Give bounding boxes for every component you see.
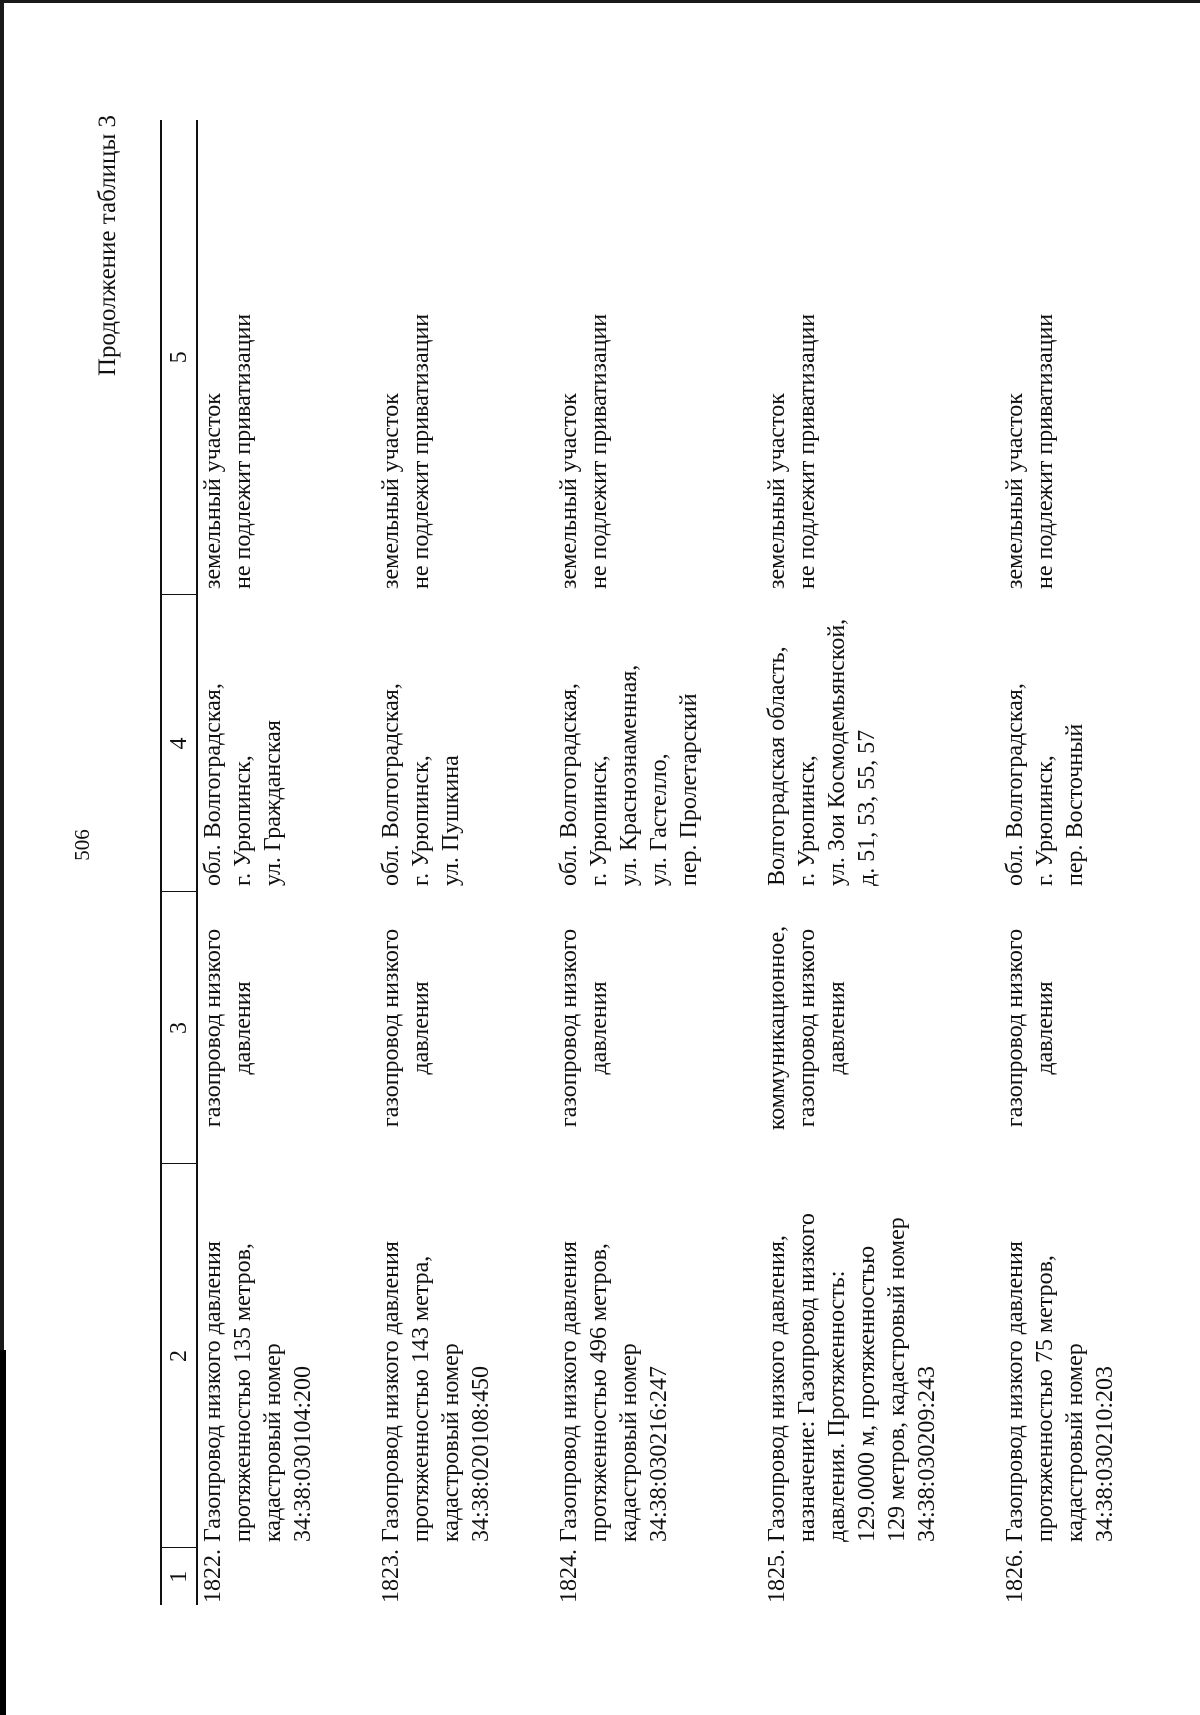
- object-description-line: кадастровый номер: [438, 1343, 464, 1542]
- object-address-line: г. Урюпинск,: [230, 755, 256, 886]
- row-number-cell: 1826.: [1002, 1549, 1028, 1603]
- object-address-line: ул. Зои Космодемьянской,: [824, 618, 850, 886]
- object-type-cell: [1000, 892, 1120, 1164]
- object-type-cell: [197, 892, 318, 1164]
- object-description-line: 34:38:030216:247: [646, 1365, 672, 1542]
- object-type-line: газопровод низкого: [378, 928, 404, 1128]
- table-continuation-label: Продолжение таблицы 3: [94, 115, 121, 377]
- object-type-line: газопровод низкого: [556, 928, 582, 1128]
- object-type-line: газопровод низкого: [200, 928, 226, 1128]
- land-note-cell: [762, 120, 942, 595]
- object-description-cell: [762, 1164, 942, 1548]
- object-description-line: 34:38:020108:450: [468, 1365, 494, 1542]
- land-note-line: земельный участок: [1002, 393, 1028, 589]
- property-table: [160, 120, 1120, 1605]
- row-number-cell: 1822.: [200, 1549, 226, 1603]
- object-type-line: давления: [1032, 981, 1058, 1075]
- table-row: [376, 120, 496, 1605]
- object-description-line: Газопровод низкого давления: [1002, 1241, 1028, 1542]
- object-address-line: обл. Волгоградская,: [200, 683, 226, 886]
- object-description-cell: [1000, 1164, 1120, 1548]
- object-address-line: г. Урюпинск,: [1032, 755, 1058, 886]
- spacer-cell: [704, 120, 762, 1605]
- object-address-cell: [554, 595, 704, 892]
- column-header: 2: [161, 1164, 197, 1548]
- object-description-line: 129.0000 м, протяженностью: [854, 1245, 880, 1542]
- object-description-line: 34:38:030210:203: [1092, 1365, 1118, 1542]
- object-type-line: давления: [824, 981, 850, 1075]
- object-address-line: пер. Восточный: [1062, 723, 1088, 886]
- object-address-cell: [1000, 595, 1120, 892]
- object-description-line: Газопровод низкого давления: [556, 1241, 582, 1542]
- object-address-line: г. Урюпинск,: [794, 755, 820, 886]
- object-address-line: обл. Волгоградская,: [556, 683, 582, 886]
- object-description-line: кадастровый номер: [260, 1343, 286, 1542]
- row-number-cell: 1825.: [764, 1549, 790, 1603]
- land-note-line: не подлежит приватизации: [794, 313, 820, 589]
- object-address-cell: [376, 595, 496, 892]
- object-address-line: ул. Краснознаменная,: [616, 664, 642, 886]
- object-description-line: 34:38:030104:200: [290, 1365, 316, 1542]
- object-description-line: 34:38:030209:243: [914, 1365, 940, 1542]
- table-row: [762, 120, 942, 1605]
- object-address-line: обл. Волгоградская,: [1002, 683, 1028, 886]
- object-description-line: кадастровый номер: [616, 1343, 642, 1542]
- spacer-cell: [942, 120, 1000, 1605]
- object-description-line: Газопровод низкого давления: [200, 1241, 226, 1542]
- object-type-line: газопровод низкого: [794, 928, 820, 1128]
- row-number-cell: 1823.: [378, 1549, 404, 1603]
- table-header-row: [161, 120, 197, 1605]
- object-address-line: обл. Волгоградская,: [378, 683, 404, 886]
- object-description-line: протяженностью 75 метров,: [1032, 1255, 1058, 1542]
- object-address-line: ул. Пушкина: [438, 755, 464, 886]
- column-header: 4: [161, 595, 197, 892]
- object-description-line: протяженностью 143 метра,: [408, 1255, 434, 1542]
- object-address-line: г. Урюпинск,: [408, 755, 434, 886]
- land-note-line: не подлежит приватизации: [230, 313, 256, 589]
- spacer-cell: [318, 120, 376, 1605]
- object-type-line: давления: [586, 981, 612, 1075]
- land-note-cell: [554, 120, 704, 595]
- page-number: 506: [70, 829, 94, 861]
- object-address-line: Волгоградская область,: [764, 646, 790, 886]
- object-description-cell: [197, 1164, 318, 1548]
- object-type-cell: [376, 892, 496, 1164]
- object-type-cell: [762, 892, 942, 1164]
- table-row: [554, 120, 704, 1605]
- object-description-line: Газопровод низкого давления: [378, 1241, 404, 1542]
- land-note-line: земельный участок: [200, 393, 226, 589]
- object-description-line: протяженностью 135 метров,: [230, 1243, 256, 1542]
- land-note-line: не подлежит приватизации: [1032, 313, 1058, 589]
- land-note-cell: [197, 120, 318, 595]
- object-description-line: 129 метров, кадастровый номер: [884, 1217, 910, 1542]
- land-note-line: не подлежит приватизации: [408, 313, 434, 589]
- object-type-line: давления: [408, 981, 434, 1075]
- table-row: [197, 120, 318, 1605]
- object-address-line: ул. Гражданская: [260, 720, 286, 886]
- object-address-cell: [197, 595, 318, 892]
- row-spacer: [318, 120, 376, 1605]
- object-description-line: назначение: Газопровод низкого: [794, 1213, 820, 1542]
- row-spacer: [704, 120, 762, 1605]
- row-spacer: [496, 120, 554, 1605]
- land-note-cell: [1000, 120, 1120, 595]
- row-spacer: [942, 120, 1000, 1605]
- object-description-line: протяженностью 496 метров,: [586, 1243, 612, 1542]
- object-type-line: давления: [230, 981, 256, 1075]
- object-description-cell: [554, 1164, 704, 1548]
- table-body: [197, 120, 1120, 1605]
- spacer-cell: [496, 120, 554, 1605]
- column-header: 1: [161, 1548, 197, 1605]
- object-description-line: давления. Протяженность:: [824, 1270, 850, 1542]
- object-address-line: д. 51, 53, 55, 57: [854, 729, 880, 886]
- table-row: [1000, 120, 1120, 1605]
- column-header: 3: [161, 892, 197, 1164]
- object-type-cell: [554, 892, 704, 1164]
- land-note-cell: [376, 120, 496, 595]
- object-type-line: коммуникационное,: [764, 925, 790, 1131]
- row-number-cell: 1824.: [556, 1549, 582, 1603]
- object-type-line: газопровод низкого: [1002, 928, 1028, 1128]
- object-address-line: ул. Гастелло,: [646, 753, 672, 886]
- object-address-line: пер. Пролетарский: [676, 693, 702, 886]
- land-note-line: земельный участок: [378, 393, 404, 589]
- column-header: 5: [161, 120, 197, 595]
- land-note-line: земельный участок: [556, 393, 582, 589]
- object-address-cell: [762, 595, 942, 892]
- object-description-cell: [376, 1164, 496, 1548]
- object-address-line: г. Урюпинск,: [586, 755, 612, 886]
- land-note-line: не подлежит приватизации: [586, 313, 612, 589]
- object-description-line: кадастровый номер: [1062, 1343, 1088, 1542]
- land-note-line: земельный участок: [764, 393, 790, 589]
- object-description-line: Газопровод низкого давления,: [764, 1235, 790, 1542]
